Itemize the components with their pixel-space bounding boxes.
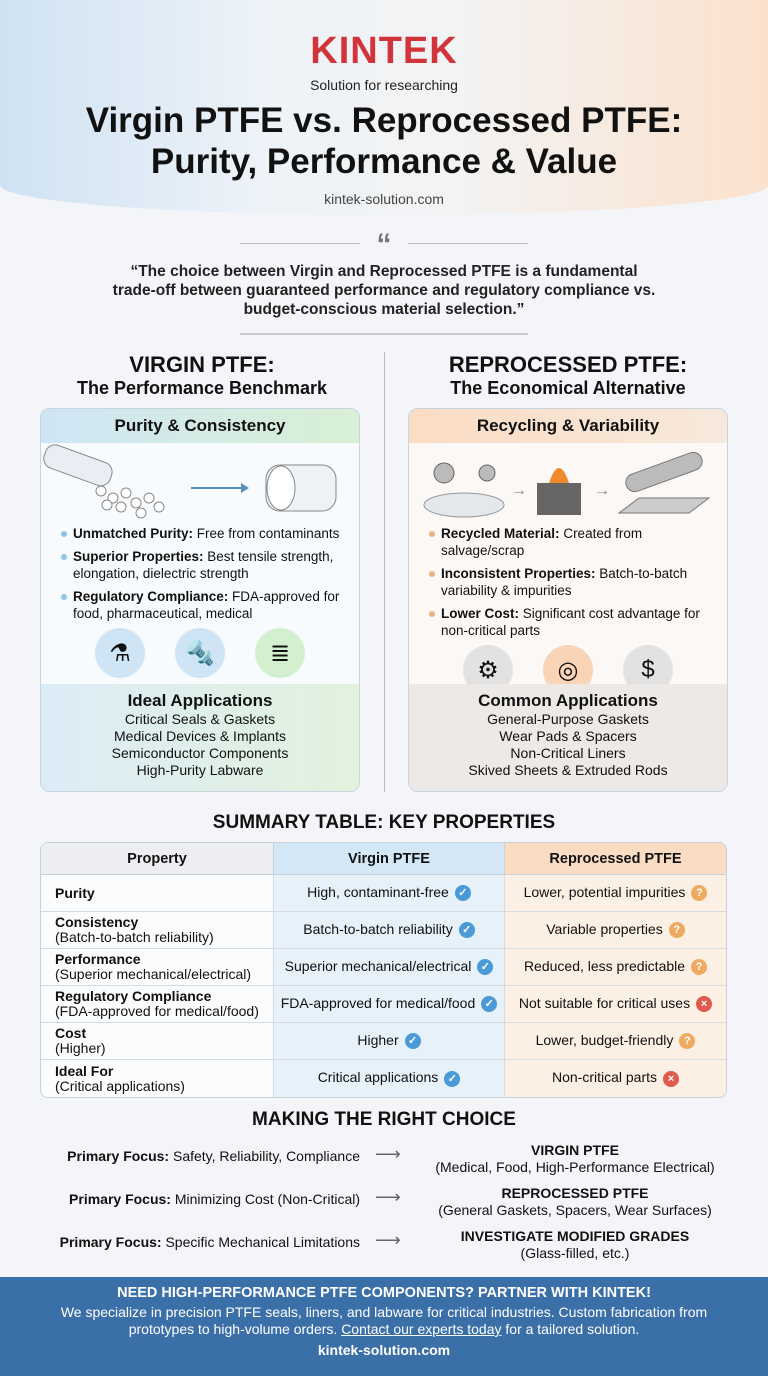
bullet: Inconsistent Properties: Batch-to-batch variability & impurities <box>429 565 713 599</box>
virgin-icons <box>41 628 359 686</box>
recycling-process-illustration <box>409 443 727 525</box>
check-icon: ✓ <box>477 959 493 975</box>
bellows-seal-icon: ≣ <box>255 628 305 678</box>
table-row <box>41 986 726 1023</box>
property-cell: Cost (Higher) <box>41 1023 273 1060</box>
contact-link[interactable]: Contact our experts today <box>341 1321 502 1337</box>
property-cell: Purity <box>41 875 273 912</box>
virgin-heading: VIRGIN PTFE: The Performance Benchmark <box>76 352 328 398</box>
page-title: Virgin PTFE vs. Reprocessed PTFE: Purity, Performance & Value <box>85 101 683 181</box>
summary-title: SUMMARY TABLE: KEY PROPERTIES <box>212 812 556 833</box>
quote-icon: “ <box>376 228 392 261</box>
summary-table <box>40 842 727 1098</box>
svg-text:→: → <box>511 482 527 499</box>
check-icon: ✓ <box>455 885 471 901</box>
table-row <box>41 1060 726 1097</box>
arrow-right-icon: ⟶ <box>375 1144 401 1164</box>
choice-title: MAKING THE RIGHT CHOICE <box>252 1109 516 1130</box>
reprocessed-cell: Not suitable for critical uses × <box>504 986 726 1023</box>
table-row <box>41 949 726 986</box>
choice-row: Primary Focus: Safety, Reliability, Compliance ⟶ VIRGIN PTFE (Medical, Food, High-Performance Electrical) <box>67 1142 715 1175</box>
virgin-bullets <box>41 525 359 622</box>
virgin-cell: High, contaminant-free ✓ <box>273 875 504 912</box>
reprocessed-bullets <box>409 525 727 639</box>
tape-roll-icon: ◎ <box>543 645 593 695</box>
virgin-cell: FDA-approved for medical/food ✓ <box>273 986 504 1023</box>
footer-url[interactable]: kintek-solution.com <box>317 1342 451 1358</box>
check-icon: ✓ <box>405 1033 421 1049</box>
check-icon: ✓ <box>444 1071 460 1087</box>
money-hand-icon: $ <box>623 645 673 695</box>
property-cell: Performance (Superior mechanical/electrical) <box>41 949 273 986</box>
card-band: Purity & Consistency <box>41 409 359 443</box>
question-icon: ? <box>691 885 707 901</box>
bullet: Recycled Material: Created from salvage/scrap <box>429 525 713 559</box>
svg-text:→: → <box>594 482 610 499</box>
reprocessed-heading: REPROCESSED PTFE: The Economical Alternative <box>448 352 688 398</box>
quote-text: “The choice between Virgin and Reprocessed PTFE is a fundamental trade-off between guaranteed performance and regulatory compliance vs. budget-conscious material selection.” <box>112 263 656 318</box>
kintek-logo: KINTEK <box>310 30 458 72</box>
header-url: kintek-solution.com <box>324 191 444 207</box>
card-band: Recycling & Variability <box>409 409 727 443</box>
tagline: Solution for researching <box>310 77 458 93</box>
table-row <box>41 875 726 912</box>
cross-icon: × <box>663 1071 679 1087</box>
virgin-card <box>40 408 360 792</box>
screw-icon: 🔩 <box>175 628 225 678</box>
reprocessed-cell: Lower, potential impurities ? <box>504 875 726 912</box>
virgin-cell: Batch-to-batch reliability ✓ <box>273 912 504 949</box>
choice-row: Primary Focus: Minimizing Cost (Non-Critical) ⟶ REPROCESSED PTFE (General Gaskets, Spacers, Wear Surfaces) <box>69 1185 712 1218</box>
arrow-right-icon: ⟶ <box>375 1187 401 1207</box>
col-header: Property <box>41 843 273 875</box>
col-header: Reprocessed PTFE <box>504 843 726 875</box>
pellets-to-tube-illustration <box>41 443 359 525</box>
table-row <box>41 1023 726 1060</box>
cross-icon: × <box>696 996 712 1012</box>
question-icon: ? <box>679 1033 695 1049</box>
choice-row: Primary Focus: Specific Mechanical Limitations ⟶ INVESTIGATE MODIFIED GRADES (Glass-filled, etc.) <box>59 1228 690 1261</box>
property-cell: Regulatory Compliance (FDA-approved for medical/food) <box>41 986 273 1023</box>
divider <box>240 333 528 335</box>
virgin-cell: Higher ✓ <box>273 1023 504 1060</box>
virgin-cell: Superior mechanical/electrical ✓ <box>273 949 504 986</box>
virgin-cell: Critical applications ✓ <box>273 1060 504 1097</box>
bullet: Lower Cost: Significant cost advantage for non-critical parts <box>429 605 713 639</box>
arrow-right-icon: ⟶ <box>375 1230 401 1250</box>
reprocessed-cell: Variable properties ? <box>504 912 726 949</box>
reprocessed-card <box>408 408 728 792</box>
property-cell: Ideal For (Critical applications) <box>41 1060 273 1097</box>
check-icon: ✓ <box>481 996 497 1012</box>
column-divider <box>384 352 385 792</box>
bullet: Regulatory Compliance: FDA-approved for food, pharmaceutical, medical <box>61 588 345 622</box>
footer-cta: NEED HIGH-PERFORMANCE PTFE COMPONENTS? PARTNER WITH KINTEK! We specialize in precision PTFE seals, liners, and labware for critical industries. Custom fabrication from prototypes to high-volume orders. Contact our experts today for a tailored solution. kintek-solution.com <box>0 1277 768 1376</box>
bullet: Unmatched Purity: Free from contaminants <box>61 525 345 542</box>
reprocessed-cell: Reduced, less predictable ? <box>504 949 726 986</box>
question-icon: ? <box>669 922 685 938</box>
common-applications: Common Applications General-Purpose Gaskets Wear Pads & Spacers Non-Critical Liners Skived Sheets & Extruded Rods <box>409 684 727 791</box>
property-cell: Consistency (Batch-to-batch reliability) <box>41 912 273 949</box>
gears-icon: ⚙ <box>463 645 513 695</box>
reprocessed-cell: Lower, budget-friendly ? <box>504 1023 726 1060</box>
check-icon: ✓ <box>459 922 475 938</box>
bullet: Superior Properties: Best tensile strength, elongation, dielectric strength <box>61 548 345 582</box>
col-header: Virgin PTFE <box>273 843 504 875</box>
reprocessed-cell: Non-critical parts × <box>504 1060 726 1097</box>
table-row <box>41 912 726 949</box>
question-icon: ? <box>691 959 707 975</box>
flask-icon: ⚗ <box>95 628 145 678</box>
ideal-applications: Ideal Applications Critical Seals & Gaskets Medical Devices & Implants Semiconductor Components High-Purity Labware <box>41 684 359 791</box>
